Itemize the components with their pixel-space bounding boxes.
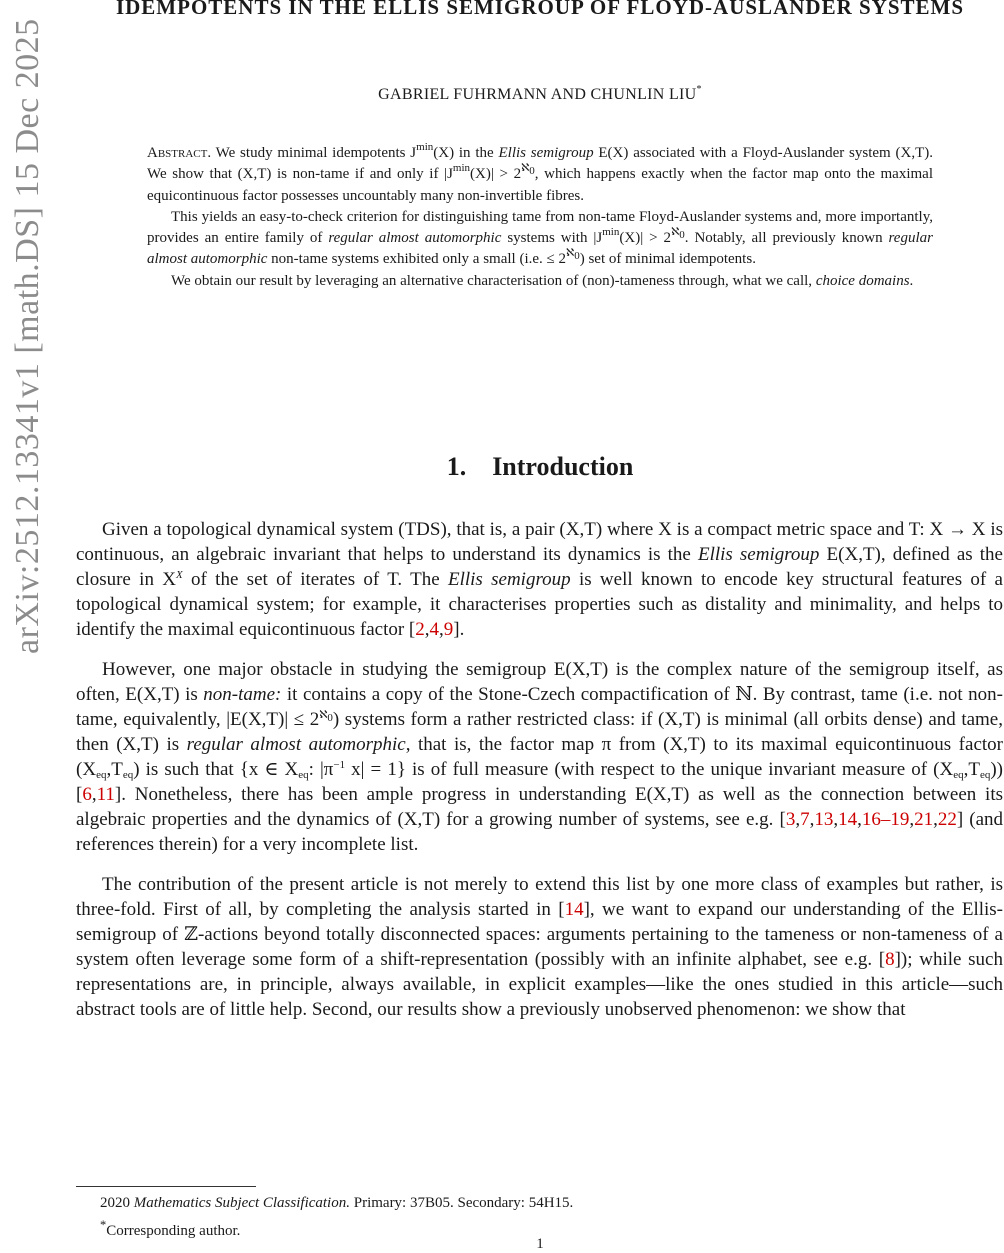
abstract xyxy=(147,143,933,292)
abstract-paragraph-1 xyxy=(147,143,933,207)
introduction-body xyxy=(76,517,1003,1037)
msc-label: Mathematics Subject Classification. xyxy=(133,1195,350,1211)
msc-codes: Primary: 37B05. Secondary: 54H15. xyxy=(353,1195,574,1211)
corresponding-author-mark: * xyxy=(696,84,702,95)
abstract-text-1: We study minimal idempotents $J^{min}(X)$ in the Ellis semigroup E(X) associated with a Floyd-Auslander system (X,T). We show that (X,T) is non-tame if and only if $|J^{min}(X)| > 2^{ℵ_0}$, which happens exactly when the factor map onto the maximal equicontinuous factor possesses uncountably many non-invertible fibres. xyxy=(147,141,933,204)
abstract-paragraph-3: We obtain our result by leveraging an alternative characterisation of (non)-tameness through, what we call, choice domains. xyxy=(171,272,914,289)
author-names: GABRIEL FUHRMANN AND CHUNLIN LIU xyxy=(378,86,697,103)
body-paragraph-2: However, one major obstacle in studying the semigroup E(X,T) is the complex nature of the semigroup itself, as often, E(X,T) is non-tame: it contains a copy of the Stone-Czech compactification of ℕ. By contrast, tame (i.e. not non-tame, equivalently, $|E(X,T)| \le 2^{ℵ_0}$) systems form a rather restricted class: if (X,T) is minimal (all orbits dense) and tame, then (X,T) is regular almost automorphic, that is, the factor map π from (X,T) to its maximal equicontinuous factor $(X_{eq},T_{eq})$ is such that {x ∈ $X_{eq}$: $|\pi^{-1}$ x| = 1} is of full measure (with respect to the unique invariant measure of $(X_{eq},T_{eq})$) [6,11]. Nonetheless, there has been ample progress in understanding E(X,T) as well as the connection between its algebraic properties and the dynamics of (X,T) for a growing number of systems, see e.g. [3,7,13,14,16–19,21,22] (and references therein) for a very incomplete list. xyxy=(76,659,1003,855)
abstract-paragraph-2: This yields an easy-to-check criterion for distinguishing tame from non-tame Floyd-Auslander systems and, more importantly, provides an entire family of regular almost automorphic systems with $|J^{min}(X)| > 2^{ℵ_0}$. Notably, all previously known regular almost automorphic non-tame systems exhibited only a small (i.e. ≤ $2^{ℵ_0}$) set of minimal idempotents. xyxy=(147,208,933,268)
footnote-mark: * xyxy=(100,1218,107,1232)
page-number: 1 xyxy=(536,1236,544,1252)
section-number: 1. xyxy=(446,452,467,481)
footnote-rule xyxy=(76,1186,256,1187)
msc-year: 2020 xyxy=(100,1195,130,1211)
section-heading-introduction xyxy=(76,452,1004,482)
msc-footnote xyxy=(76,1192,1004,1214)
corresponding-text: Corresponding author. xyxy=(106,1223,241,1239)
abstract-label: Abstract. xyxy=(147,145,212,161)
body-paragraph-3: The contribution of the present article is not merely to extend this list by one more class of examples but rather, is three-fold. First of all, by completing the analysis started in [14], we want to expand our understanding of the Ellis-semigroup of ℤ-actions beyond totally disconnected spaces: arguments pertaining to the tameness or non-tameness of a system often leverage some form of a shift-representation (possibly with an infinite alphabet, see e.g. [8]); while such representations are, in principle, always available, in explicit examples—like the ones studied in this article—such abstract tools are of little help. Second, our results show a previously unobserved phenomenon: we show that xyxy=(76,874,1003,1020)
section-title: Introduction xyxy=(492,452,634,481)
body-paragraph-1: Given a topological dynamical system (TDS), that is, a pair (X,T) where X is a compact metric space and T: X → X is continuous, an algebraic invariant that helps to understand its dynamics is the Ellis semigroup E(X,T), defined as the closure in $X^X$ of the set of iterates of T. The Ellis semigroup is well known to encode key structural features of a topological dynamical system; for example, it characterises properties such as distality and minimality, and helps to identify the maximal equicontinuous factor [2,4,9]. xyxy=(76,519,1003,640)
paper-title: IDEMPOTENTS IN THE ELLIS SEMIGROUP OF FLOYD-AUSLANDER SYSTEMS xyxy=(115,0,965,19)
arxiv-identifier: arXiv:2512.13341v1 [math.DS] 15 Dec 2025 xyxy=(9,18,46,654)
paper-authors xyxy=(76,84,1004,104)
